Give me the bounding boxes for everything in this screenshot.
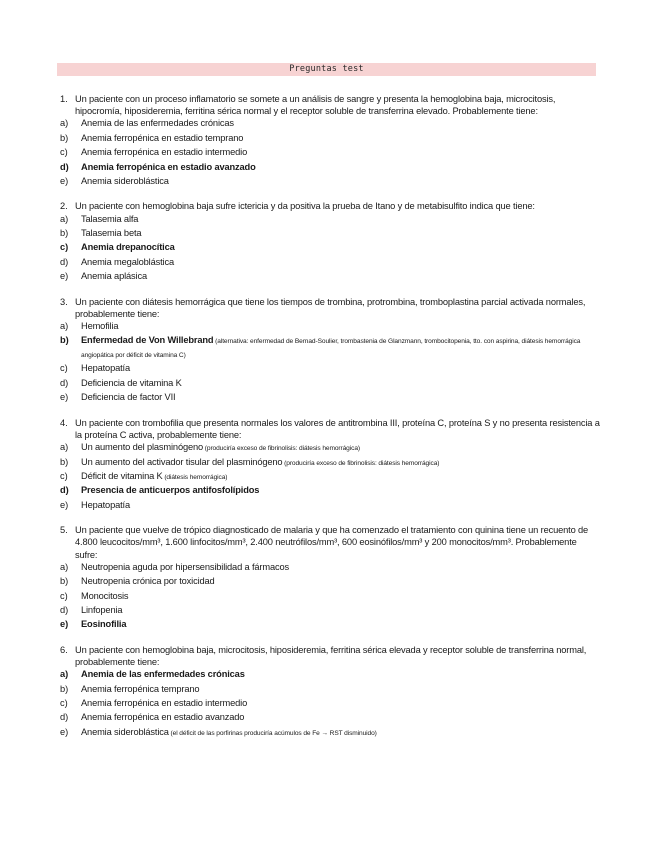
option-text (81, 668, 600, 682)
option-list (60, 668, 600, 740)
option-a (60, 213, 600, 227)
option-a (60, 441, 600, 455)
option-letter: d) (60, 377, 69, 388)
question-stem (60, 93, 600, 117)
option-text (81, 227, 600, 241)
option-label: Deficiencia de factor VII (81, 392, 176, 403)
option-note: (diátesis hemorrágica) (162, 473, 228, 481)
question-6 (60, 644, 600, 740)
question-3 (60, 296, 600, 406)
question-2 (60, 200, 600, 284)
question-number: 6. (60, 644, 68, 655)
option-a (60, 561, 600, 575)
option-note: (produciría exceso de fibrinolisis: diátesis hemorrágica) (282, 459, 440, 467)
question-number: 1. (60, 94, 68, 104)
option-letter: e) (60, 619, 69, 630)
option-letter: e) (60, 271, 69, 282)
question-stem (60, 644, 600, 668)
option-letter: a) (60, 561, 69, 572)
option-letter: b) (60, 132, 69, 143)
option-letter: a) (60, 213, 69, 224)
option-label: Neutropenia crónica por toxicidad (81, 576, 215, 587)
option-b (60, 575, 600, 589)
question-text: Un paciente que vuelve de trópico diagnosticado de malaria y que ha comenzado el tratamiento con quinina tiene un recuento de 4.800 leucocitos/mm³, 1.600 linfocitos/mm³, 2.400 neutrófilos/mm³, 600 eosinófilos/mm³ y 200 monocitos/mm³. Probablemente sufre: (75, 525, 589, 560)
option-text (81, 575, 600, 589)
option-e (60, 391, 600, 405)
option-text (81, 697, 600, 711)
option-c (60, 146, 600, 160)
option-c (60, 697, 600, 711)
option-text (81, 320, 600, 334)
option-c (60, 590, 600, 604)
option-text (81, 377, 600, 391)
option-label: Eosinofilia (81, 619, 127, 630)
option-letter: d) (60, 256, 69, 267)
option-text (81, 561, 600, 575)
option-letter: d) (60, 161, 69, 172)
option-text (81, 270, 600, 284)
question-text: Un paciente con hemoglobina baja sufre ictericia y da positiva la prueba de Itano y de metabisulfito indica que tiene: (75, 201, 535, 212)
option-letter: b) (60, 456, 69, 467)
option-text (81, 470, 600, 484)
option-letter: c) (60, 147, 68, 158)
option-label: Presencia de anticuerpos antifosfolípidos (81, 485, 260, 496)
option-text (81, 499, 600, 513)
option-d-correct (60, 484, 600, 498)
option-e (60, 270, 600, 284)
option-label: Anemia de las enfermedades crónicas (81, 118, 234, 129)
option-label: Anemia ferropénica en estadio intermedio (81, 698, 248, 708)
option-text (81, 726, 600, 740)
question-stem (60, 296, 600, 320)
option-e-correct (60, 618, 600, 632)
option-label: Anemia de las enfermedades crónicas (81, 669, 245, 680)
option-text (81, 161, 600, 175)
option-label: Un aumento del plasminógeno (81, 442, 204, 453)
question-number: 4. (60, 417, 68, 428)
option-note: (produciría exceso de fibrinolisis: diátesis hemorrágica) (203, 445, 360, 453)
option-letter: c) (60, 698, 68, 708)
option-letter: d) (60, 485, 69, 496)
option-list (60, 320, 600, 406)
option-label: Anemia megaloblástica (81, 256, 174, 267)
option-b (60, 683, 600, 697)
question-1 (60, 93, 600, 189)
option-text (81, 241, 600, 255)
option-letter: b) (60, 228, 69, 239)
option-a (60, 117, 600, 131)
option-list (60, 117, 600, 189)
option-note: (el déficit de las porfirinas produciría acúmulos de Fe → RST disminuido) (168, 729, 377, 737)
option-letter: a) (60, 669, 69, 680)
option-text (81, 146, 600, 160)
option-a (60, 320, 600, 334)
option-text (81, 711, 600, 725)
option-label: Un aumento del activador tisular del plasminógeno (81, 456, 283, 467)
option-label: Anemia aplásica (81, 271, 147, 282)
option-letter: c) (60, 470, 68, 481)
option-letter: c) (60, 242, 69, 253)
option-label: Monocitosis (81, 590, 129, 601)
option-text (81, 441, 600, 455)
question-number: 2. (60, 201, 68, 212)
option-label: Enfermedad de Von Willebrand (81, 335, 214, 346)
option-note: (alternativa: enfermedad de Bernad-Soulier, trombastenia de Glanzmann, trombocitopenia, tto. con aspirina, diátesis hemorrágica angiopática por déficit de vitamina C) (81, 338, 581, 360)
option-label: Anemia ferropénica en estadio avanzado (81, 161, 256, 172)
option-label: Hemofilia (81, 321, 119, 332)
question-text: Un paciente con hemoglobina baja, microcitosis, hiposideremia, ferritina sérica elevada y receptor soluble de transferrina normal, probablemente tiene: (75, 644, 587, 667)
option-d (60, 711, 600, 725)
option-letter: e) (60, 726, 69, 737)
option-text (81, 334, 600, 362)
option-letter: c) (60, 590, 68, 601)
question-text: Un paciente con un proceso inflamatorio se somete a un análisis de sangre y presenta la hemoglobina baja, microcitosis, hipocromía, hiposideremia, ferritina sérica normal y el receptor soluble de transferrina elevado. Probablemente tiene: (75, 94, 556, 117)
question-text: Un paciente con diátesis hemorrágica que tiene los tiempos de trombina, protrombina, tromboplastina parcial activada normales, probablemente tiene: (75, 296, 586, 319)
option-letter: a) (60, 442, 69, 453)
option-letter: b) (60, 335, 69, 346)
option-d (60, 377, 600, 391)
option-text (81, 175, 600, 189)
option-letter: e) (60, 499, 69, 510)
option-label: Neutropenia aguda por hipersensibilidad a fármacos (81, 561, 290, 572)
option-letter: e) (60, 392, 69, 403)
option-letter: b) (60, 683, 69, 694)
option-text (81, 132, 600, 146)
option-letter: a) (60, 321, 69, 332)
option-label: Linfopenia (81, 604, 123, 615)
question-stem (60, 200, 600, 212)
option-b (60, 456, 600, 470)
option-e (60, 175, 600, 189)
option-d-correct (60, 161, 600, 175)
option-b-correct (60, 334, 600, 362)
option-letter: e) (60, 176, 69, 187)
option-letter: c) (60, 363, 68, 374)
option-letter: a) (60, 118, 69, 129)
question-number: 5. (60, 525, 68, 536)
option-label: Talasemia beta (81, 228, 142, 239)
option-letter: d) (60, 604, 69, 615)
option-label: Déficit de vitamina K (81, 470, 163, 481)
option-text (81, 391, 600, 405)
question-stem (60, 417, 600, 441)
option-letter: d) (60, 712, 69, 723)
option-label: Hepatopatía (81, 363, 131, 374)
question-list (60, 93, 600, 751)
option-text (81, 618, 600, 632)
question-text: Un paciente con trombofilia que presenta normales los valores de antitrombina III, proteína C, proteína S y no presenta resistencia a la proteína C activa, probablemente tiene: (75, 417, 600, 440)
option-label: Anemia sideroblástica (81, 176, 169, 187)
option-list (60, 561, 600, 633)
option-label: Anemia drepanocítica (81, 242, 175, 253)
option-text (81, 256, 600, 270)
option-label: Anemia sideroblástica (81, 726, 169, 737)
option-c (60, 362, 600, 376)
option-label: Anemia ferropénica en estadio intermedio (81, 147, 248, 158)
option-e (60, 499, 600, 513)
option-label: Deficiencia de vitamina K (81, 377, 182, 388)
option-list (60, 441, 600, 513)
option-c-correct (60, 241, 600, 255)
question-number: 3. (60, 296, 68, 307)
option-d (60, 604, 600, 618)
option-b (60, 227, 600, 241)
option-c (60, 470, 600, 484)
option-letter: b) (60, 576, 69, 587)
option-text (81, 484, 600, 498)
option-e (60, 726, 600, 740)
option-text (81, 590, 600, 604)
option-label: Anemia ferropénica temprano (81, 683, 200, 694)
option-text (81, 683, 600, 697)
option-text (81, 604, 600, 618)
option-label: Anemia ferropénica en estadio temprano (81, 132, 244, 143)
option-label: Anemia ferropénica en estadio avanzado (81, 712, 245, 723)
question-4 (60, 417, 600, 513)
option-text (81, 456, 600, 470)
section-title: Preguntas test (57, 63, 596, 76)
option-text (81, 117, 600, 131)
option-d (60, 256, 600, 270)
option-list (60, 213, 600, 285)
option-label: Hepatopatía (81, 499, 131, 510)
option-text (81, 362, 600, 376)
question-stem (60, 524, 600, 561)
question-5 (60, 524, 600, 633)
option-text (81, 213, 600, 227)
option-b (60, 132, 600, 146)
option-label: Talasemia alfa (81, 213, 139, 224)
option-a-correct (60, 668, 600, 682)
